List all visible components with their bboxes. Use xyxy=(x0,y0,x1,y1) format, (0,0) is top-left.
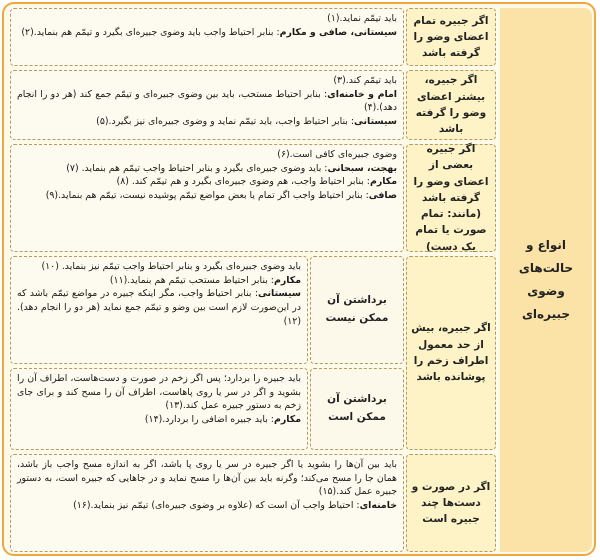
rule-line: خامنه‌ای: احتیاط واجب آن است که (علاوه بر وضوی جبیره‌ای) تیمّم نیز بنماید.(۱۶) xyxy=(73,499,397,511)
table-title: انواع و حالت‌های وضوی جبیره‌ای xyxy=(518,238,574,321)
rule-line: باید جبیره را بردارد؛ پس اگر زخم در صورت و دست‌هاست، اطراف آن را بشوید و اگر در سر یا روی پاهاست، اطراف آن را مسح کند و برای جای زخم به دستور جبیره عمل کند.(۱۳) xyxy=(17,373,301,412)
rule-line: باید وضوی جبیره‌ای بگیرد و بنابر احتیاط واجب تیمّم نیز بنماید. (۱۰) xyxy=(41,261,301,272)
case-multiple-casts: اگر در صورت و دست‌ها چند جبیره است xyxy=(406,454,496,552)
case-excess-coverage: اگر جبیره، بیش از حد معمول اطراف زخم را پوشانده باشد xyxy=(406,256,496,450)
rule-line: باید تیمّم کند.(۳) xyxy=(333,75,397,86)
rule-multiple-casts xyxy=(10,454,404,552)
rule-not-removable xyxy=(10,256,308,364)
case-partial-coverage: اگر جبیره بعضی از اعضای وضو را گرفته باشد (مانند: تمام صورت یا تمام یک دست) xyxy=(406,144,496,252)
rule-line: وضوی جبیره‌ای کافی است.(۶) xyxy=(277,149,397,160)
rule-line: امام و خامنه‌ای: بنابر احتیاط مستحب، باید بین وضوی جبیره‌ای و تیمّم جمع کند (هر دو را انجام دهد).(۴) xyxy=(17,88,397,114)
rule-line: بهجت، سبحانی: باید وضوی جبیره‌ای بگیرد و بنابر احتیاط واجب تیمّم هم بنماید. (۷) xyxy=(66,162,397,174)
case-full-coverage: اگر جبیره تمام اعضای وضو را گرفته باشد xyxy=(406,8,496,66)
rule-line: سیستانی: بنابر احتیاط واجب، مگر اینکه جبیره در مواضع تیمّم باشد که در این‌صورت لازم است بین وضو و تیمّم جمع نماید (هر دو را انجام دهد).(۱۲) xyxy=(17,288,301,327)
case-most-coverage: اگر جبیره، بیشتر اعضای وضو را گرفته باشد xyxy=(406,70,496,140)
rule-line: مکارم: بنابر احتیاط واجب، هم وضوی جبیره‌ای بگیرد و هم تیمّم کند. (۸) xyxy=(116,176,397,188)
rule-line: باید بین آن‌ها را بشوید یا اگر جبیره در سر یا روی پا باشد، اگر به اندازه مسح واجب باز باشد، همان جا را مسح می‌کند؛ وگرنه باید بین آن‌ها را مسح نماید و در جاهایی که جبیره است، به دستور جبیره عمل کند.(۱۵) xyxy=(17,459,397,498)
rule-line: صافی: بنابر احتیاط واجب اگر تمام یا بعض مواضع تیمّم پوشیده نیست، تیمّم هم بنماید.(۹) xyxy=(45,189,397,201)
table-title-cell xyxy=(500,8,592,552)
rule-removable xyxy=(10,368,308,450)
rule-full-coverage xyxy=(10,8,404,66)
rule-line: مکارم: باید جبیره اضافی را بردارد.(۱۴) xyxy=(144,413,301,425)
rule-line: مکارم: بنابر احتیاط مستحب تیمّم هم بنماید.(۱۱) xyxy=(109,274,301,286)
rule-line: باید تیمّم نماید.(۱) xyxy=(327,13,397,24)
rule-line: سیستانی: بنابر احتیاط واجب، باید تیمّم نماید و وضوی جبیره‌ای نیز بگیرد.(۵) xyxy=(96,115,397,127)
rule-partial-coverage xyxy=(10,144,404,252)
rule-most-coverage xyxy=(10,70,404,140)
sub-case-removable: برداشتن آن ممکن است xyxy=(310,368,404,450)
rules-table xyxy=(2,2,596,556)
rule-line: سیستانی، صافی و مکارم: بنابر احتیاط واجب باید وضوی جبیره‌ای بگیرد و تیمّم هم بنماید.(۲) xyxy=(21,26,397,38)
sub-case-not-removable: برداشتن آن ممکن نیست xyxy=(310,256,404,364)
